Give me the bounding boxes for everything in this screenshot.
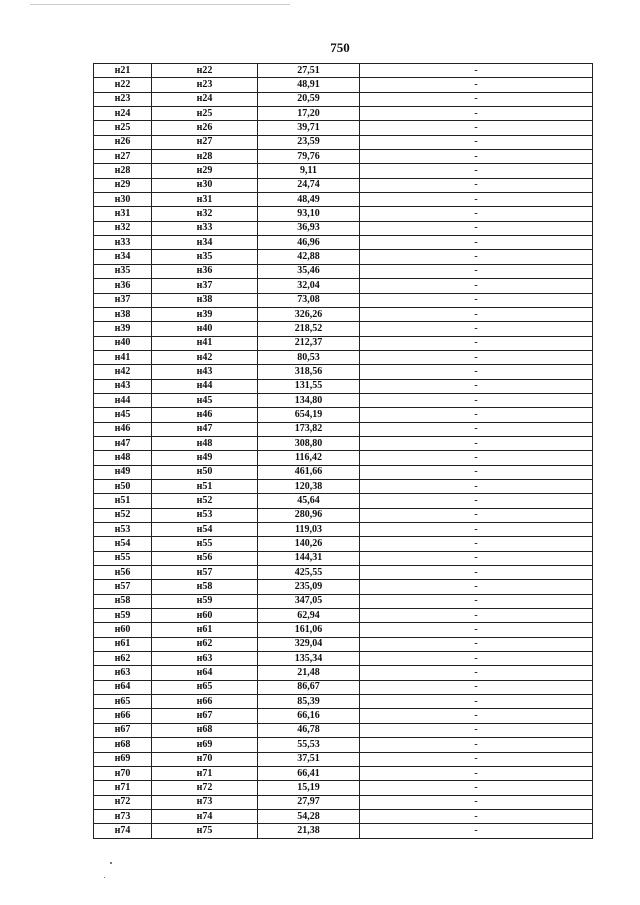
note-cell: - [360,738,593,752]
point-to-cell: н26 [152,121,258,135]
point-from-cell: н53 [94,523,152,537]
point-to-cell: н31 [152,193,258,207]
point-to-cell: н24 [152,92,258,106]
note-cell: - [360,465,593,479]
table-row [94,336,593,350]
point-to-cell: н52 [152,494,258,508]
point-to-cell: н63 [152,652,258,666]
note-cell: - [360,752,593,766]
note-cell: - [360,580,593,594]
distance-cell: 134,80 [258,393,360,407]
table-row [94,121,593,135]
note-cell: - [360,609,593,623]
point-to-cell: н32 [152,207,258,221]
table-row [94,594,593,608]
distance-cell: 308,80 [258,436,360,450]
note-cell: - [360,250,593,264]
table-row [94,322,593,336]
table-row [94,164,593,178]
point-from-cell: н71 [94,781,152,795]
note-cell: - [360,307,593,321]
table-row [94,566,593,580]
distance-cell: 62,94 [258,609,360,623]
point-to-cell: н49 [152,451,258,465]
distance-cell: 93,10 [258,207,360,221]
point-from-cell: н40 [94,336,152,350]
distance-cell: 73,08 [258,293,360,307]
note-cell: - [360,107,593,121]
note-cell: - [360,164,593,178]
table-row [94,623,593,637]
table-row [94,150,593,164]
point-from-cell: н32 [94,221,152,235]
table-row [94,408,593,422]
distance-cell: 48,91 [258,78,360,92]
point-to-cell: н33 [152,221,258,235]
distance-cell: 35,46 [258,264,360,278]
point-to-cell: н70 [152,752,258,766]
note-cell: - [360,279,593,293]
point-from-cell: н25 [94,121,152,135]
point-to-cell: н61 [152,623,258,637]
point-from-cell: н51 [94,494,152,508]
table-body [94,64,593,839]
note-cell: - [360,523,593,537]
distance-cell: 654,19 [258,408,360,422]
point-from-cell: н65 [94,695,152,709]
point-from-cell: н62 [94,652,152,666]
table-row [94,781,593,795]
point-from-cell: н58 [94,594,152,608]
distance-cell: 20,59 [258,92,360,106]
distance-cell: 116,42 [258,451,360,465]
point-to-cell: н28 [152,150,258,164]
note-cell: - [360,207,593,221]
point-from-cell: н38 [94,307,152,321]
note-cell: - [360,336,593,350]
table-row [94,680,593,694]
distance-cell: 39,71 [258,121,360,135]
note-cell: - [360,695,593,709]
point-from-cell: н49 [94,465,152,479]
point-from-cell: н67 [94,723,152,737]
table-row [94,451,593,465]
note-cell: - [360,92,593,106]
table-row [94,479,593,493]
point-to-cell: н51 [152,479,258,493]
point-from-cell: н46 [94,422,152,436]
note-cell: - [360,193,593,207]
table-row [94,494,593,508]
distance-cell: 461,66 [258,465,360,479]
point-to-cell: н72 [152,781,258,795]
point-from-cell: н54 [94,537,152,551]
note-cell: - [360,680,593,694]
distance-cell: 36,93 [258,221,360,235]
note-cell: - [360,551,593,565]
distance-cell: 86,67 [258,680,360,694]
point-to-cell: н22 [152,64,258,78]
point-from-cell: н73 [94,809,152,823]
distance-cell: 21,48 [258,666,360,680]
note-cell: - [360,365,593,379]
point-from-cell: н45 [94,408,152,422]
table-row [94,652,593,666]
point-to-cell: н60 [152,609,258,623]
note-cell: - [360,150,593,164]
point-from-cell: н48 [94,451,152,465]
table-row [94,551,593,565]
distance-cell: 79,76 [258,150,360,164]
note-cell: - [360,795,593,809]
table-row [94,666,593,680]
note-cell: - [360,723,593,737]
table-row [94,293,593,307]
distance-cell: 24,74 [258,178,360,192]
table-row [94,766,593,780]
point-from-cell: н59 [94,609,152,623]
point-from-cell: н56 [94,566,152,580]
point-from-cell: н36 [94,279,152,293]
point-from-cell: н60 [94,623,152,637]
point-to-cell: н59 [152,594,258,608]
page-number: 750 [330,40,350,55]
note-cell: - [360,508,593,522]
note-cell: - [360,479,593,493]
point-to-cell: н37 [152,279,258,293]
note-cell: - [360,135,593,149]
distance-cell: 66,16 [258,709,360,723]
table-row [94,393,593,407]
distance-cell: 131,55 [258,379,360,393]
note-cell: - [360,393,593,407]
distance-cell: 326,26 [258,307,360,321]
point-to-cell: н65 [152,680,258,694]
point-from-cell: н39 [94,322,152,336]
note-cell: - [360,781,593,795]
point-to-cell: н23 [152,78,258,92]
distance-cell: 212,37 [258,336,360,350]
point-to-cell: н75 [152,824,258,838]
point-to-cell: н42 [152,350,258,364]
table-row [94,107,593,121]
boundary-points-table [93,63,593,839]
distance-cell: 218,52 [258,322,360,336]
note-cell: - [360,623,593,637]
table-row [94,738,593,752]
note-cell: - [360,594,593,608]
point-to-cell: н48 [152,436,258,450]
note-cell: - [360,709,593,723]
distance-cell: 48,49 [258,193,360,207]
distance-cell: 66,41 [258,766,360,780]
distance-cell: 120,38 [258,479,360,493]
point-from-cell: н72 [94,795,152,809]
note-cell: - [360,293,593,307]
distance-cell: 173,82 [258,422,360,436]
point-to-cell: н69 [152,738,258,752]
point-to-cell: н44 [152,379,258,393]
note-cell: - [360,494,593,508]
distance-cell: 23,59 [258,135,360,149]
table-row [94,723,593,737]
point-to-cell: н55 [152,537,258,551]
distance-cell: 27,51 [258,64,360,78]
table-row [94,580,593,594]
distance-cell: 347,05 [258,594,360,608]
note-cell: - [360,637,593,651]
table-row [94,307,593,321]
distance-cell: 32,04 [258,279,360,293]
point-from-cell: н42 [94,365,152,379]
note-cell: - [360,221,593,235]
point-from-cell: н68 [94,738,152,752]
table-row [94,78,593,92]
point-to-cell: н74 [152,809,258,823]
distance-cell: 9,11 [258,164,360,178]
table-row [94,178,593,192]
point-from-cell: н47 [94,436,152,450]
note-cell: - [360,379,593,393]
point-to-cell: н40 [152,322,258,336]
point-from-cell: н34 [94,250,152,264]
note-cell: - [360,566,593,580]
point-to-cell: н38 [152,293,258,307]
point-from-cell: н52 [94,508,152,522]
point-to-cell: н54 [152,523,258,537]
distance-cell: 119,03 [258,523,360,537]
distance-cell: 27,97 [258,795,360,809]
point-from-cell: н41 [94,350,152,364]
scan-speck [104,877,105,878]
table-row [94,365,593,379]
table-row [94,92,593,106]
distance-cell: 15,19 [258,781,360,795]
distance-cell: 42,88 [258,250,360,264]
distance-cell: 85,39 [258,695,360,709]
scan-speck [110,862,112,864]
point-to-cell: н43 [152,365,258,379]
point-to-cell: н64 [152,666,258,680]
note-cell: - [360,766,593,780]
point-to-cell: н67 [152,709,258,723]
table-row [94,221,593,235]
table-row [94,609,593,623]
point-from-cell: н57 [94,580,152,594]
point-to-cell: н35 [152,250,258,264]
distance-cell: 46,78 [258,723,360,737]
point-to-cell: н30 [152,178,258,192]
point-to-cell: н73 [152,795,258,809]
point-from-cell: н21 [94,64,152,78]
table-row [94,508,593,522]
table-row [94,709,593,723]
note-cell: - [360,809,593,823]
table-row [94,695,593,709]
point-from-cell: н43 [94,379,152,393]
point-to-cell: н34 [152,236,258,250]
distance-cell: 140,26 [258,537,360,551]
note-cell: - [360,666,593,680]
table-row [94,422,593,436]
table-row [94,279,593,293]
note-cell: - [360,350,593,364]
point-to-cell: н53 [152,508,258,522]
note-cell: - [360,537,593,551]
distance-cell: 21,38 [258,824,360,838]
point-from-cell: н64 [94,680,152,694]
table-row [94,637,593,651]
point-from-cell: н74 [94,824,152,838]
table-row [94,537,593,551]
scan-top-rule [30,4,290,5]
point-to-cell: н25 [152,107,258,121]
note-cell: - [360,436,593,450]
note-cell: - [360,236,593,250]
point-to-cell: н71 [152,766,258,780]
table-row [94,809,593,823]
point-to-cell: н36 [152,264,258,278]
distance-cell: 80,53 [258,350,360,364]
point-to-cell: н58 [152,580,258,594]
point-from-cell: н35 [94,264,152,278]
point-from-cell: н55 [94,551,152,565]
point-from-cell: н70 [94,766,152,780]
distance-cell: 135,34 [258,652,360,666]
distance-cell: 46,96 [258,236,360,250]
point-from-cell: н26 [94,135,152,149]
point-to-cell: н62 [152,637,258,651]
point-to-cell: н56 [152,551,258,565]
note-cell: - [360,824,593,838]
point-from-cell: н66 [94,709,152,723]
table-row [94,379,593,393]
distance-cell: 17,20 [258,107,360,121]
point-from-cell: н69 [94,752,152,766]
point-to-cell: н39 [152,307,258,321]
point-to-cell: н41 [152,336,258,350]
table-row [94,752,593,766]
note-cell: - [360,422,593,436]
point-to-cell: н45 [152,393,258,407]
note-cell: - [360,264,593,278]
table-row [94,64,593,78]
point-from-cell: н33 [94,236,152,250]
table-row [94,436,593,450]
point-from-cell: н23 [94,92,152,106]
point-from-cell: н37 [94,293,152,307]
point-to-cell: н27 [152,135,258,149]
point-from-cell: н27 [94,150,152,164]
point-to-cell: н46 [152,408,258,422]
point-from-cell: н22 [94,78,152,92]
distance-cell: 55,53 [258,738,360,752]
point-to-cell: н29 [152,164,258,178]
table-row [94,264,593,278]
distance-cell: 425,55 [258,566,360,580]
distance-cell: 45,64 [258,494,360,508]
table-row [94,135,593,149]
point-to-cell: н68 [152,723,258,737]
distance-cell: 235,09 [258,580,360,594]
distance-cell: 37,51 [258,752,360,766]
note-cell: - [360,408,593,422]
point-from-cell: н24 [94,107,152,121]
note-cell: - [360,322,593,336]
distance-cell: 318,56 [258,365,360,379]
note-cell: - [360,451,593,465]
point-from-cell: н29 [94,178,152,192]
note-cell: - [360,178,593,192]
table-row [94,824,593,838]
note-cell: - [360,78,593,92]
point-from-cell: н28 [94,164,152,178]
distance-cell: 329,04 [258,637,360,651]
distance-cell: 144,31 [258,551,360,565]
distance-cell: 161,06 [258,623,360,637]
point-from-cell: н50 [94,479,152,493]
distance-cell: 54,28 [258,809,360,823]
table-row [94,350,593,364]
point-from-cell: н30 [94,193,152,207]
table-row [94,465,593,479]
point-from-cell: н31 [94,207,152,221]
distance-cell: 280,96 [258,508,360,522]
table-row [94,795,593,809]
point-to-cell: н50 [152,465,258,479]
point-to-cell: н57 [152,566,258,580]
note-cell: - [360,121,593,135]
note-cell: - [360,652,593,666]
point-from-cell: н44 [94,393,152,407]
point-to-cell: н47 [152,422,258,436]
point-from-cell: н63 [94,666,152,680]
table-row [94,193,593,207]
table-row [94,207,593,221]
table-row [94,250,593,264]
table-row [94,236,593,250]
point-from-cell: н61 [94,637,152,651]
point-to-cell: н66 [152,695,258,709]
table-row [94,523,593,537]
note-cell: - [360,64,593,78]
